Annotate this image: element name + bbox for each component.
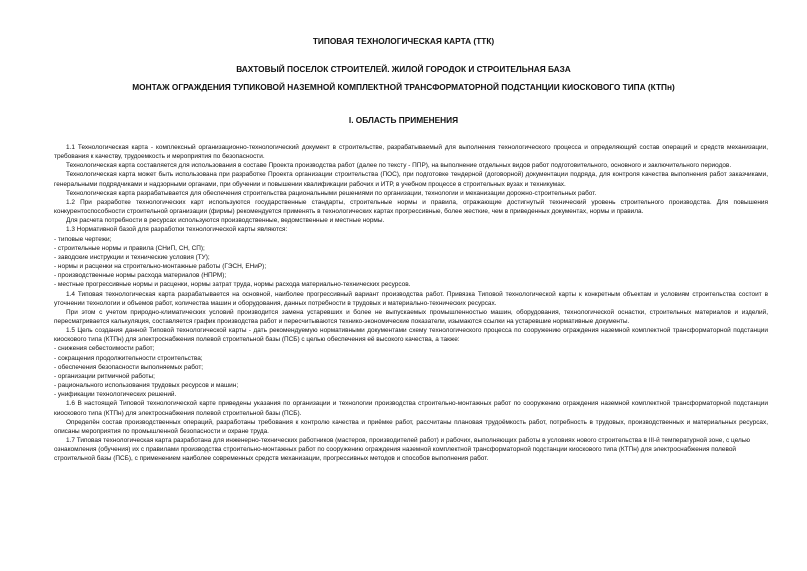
list-item: - рационального использования трудовых ресурсов и машин;	[54, 382, 239, 390]
list-item: - обеспечения безопасности выполняемых работ;	[54, 363, 204, 371]
paragraph: 1.2 При разработке технологических карт используются государственные стандарты, строительные нормы и правила, отражающие достигнутый технический уровень строительного производства. Для повышения конкурентоспособности строительной организации (фирмы) рекомендуется применять в технологических картах прогрессивные, более жесткие, чем в приведенных документах, нормы и правила.	[54, 198, 768, 216]
paragraph: 1.1 Технологическая карта - комплексный организационно-технологический документ в строительстве, разрабатываемый для выполнения технологического процесса и определяющий состав операций и средств механизации, требования к качеству, трудоемкость и мероприятия по безопасности.	[54, 144, 768, 161]
list-item: - унификации технологических решений.	[54, 391, 177, 399]
list-item: - производственные нормы расхода материалов (НПРМ);	[54, 272, 227, 280]
paragraph: При этом с учетом природно-климатических условий производится замена устаревших и более не выпускаемых промышленностью машин, оборудования, технологической оснастки, строительных материалов и изделий, пересматривается калькуляция, составляется график производства работ и пересчитываются технико-экономические показатели, изымаются ссылки на устаревшие нормативные документы.	[54, 308, 768, 325]
paragraph: 1.6 В настоящей Типовой технологической карте приведены указания по организации и технологии производства строительно-монтажных работ по сооружению ограждения наземной комплектной трансформаторной подстанции киоскового типа (КТПн) для электроснабжения полевой строительной базы (ПСБ).	[54, 400, 768, 417]
list-item: - заводские инструкции и технические условия (ТУ);	[54, 253, 210, 261]
list-item: - типовые чертежи;	[54, 235, 112, 243]
document-subheader: ВАХТОВЫЙ ПОСЕЛОК СТРОИТЕЛЕЙ. ЖИЛОЙ ГОРОДОК И СТРОИТЕЛЬНАЯ БАЗА	[236, 64, 571, 74]
list-item: - местные прогрессивные нормы и расценки, нормы затрат труда, нормы расхода материально-технических ресурсов.	[54, 281, 411, 289]
paragraph: 1.5 Цель создания данной Типовой технологической карты - дать рекомендуемую нормативными документами схему технологического процесса по сооружению ограждения наземной комплектной трансформаторной подстанции киоскового типа (КТПн) для электроснабжения полевой строительной базы (ПСБ) с целью обеспечения её высокого качества, а также:	[54, 327, 768, 344]
list-item: - строительные нормы и правила (СНиП, СН, СП);	[54, 244, 205, 252]
list-item: - сокращения продолжительности строительства;	[54, 354, 203, 362]
paragraph: Технологическая карта разрабатывается для обеспечения строительства рациональными решениями по организации, технологии и механизации дорожно-строительных работ.	[66, 189, 597, 197]
paragraph: 1.3 Нормативной базой для разработки технологической карты являются:	[66, 226, 288, 234]
list-item: - организации ритмичной работы;	[54, 372, 155, 380]
section-heading: I. ОБЛАСТЬ ПРИМЕНЕНИЯ	[348, 115, 459, 125]
paragraph: 1.7 Типовая технологическая карта разработана для инженерно-технических работников (мастеров, производителей работ) и рабочих, выполняющих работы в условиях нового строительства в III-й температурной зоне, с целью ознакомления (обучения) их с правилами производства строительно-монтажных работ по сооружению ограждения наземной комплектной трансформаторной подстанции киоскового типа (КТПн) для электроснабжения полевой строительной базы (ПСБ), с применением наиболее современных средств механизации, прогрессивных методов и способов выполнения работ.	[54, 437, 750, 463]
paragraph: Для расчета потребности в ресурсах используются производственные, ведомственные и местные нормы.	[66, 217, 385, 225]
document-header: ТИПОВАЯ ТЕХНОЛОГИЧЕСКАЯ КАРТА (ТТК)	[312, 36, 495, 46]
document-title: МОНТАЖ ОГРАЖДЕНИЯ ТУПИКОВОЙ НАЗЕМНОЙ КОМПЛЕКТНОЙ ТРАНСФОРМАТОРНОЙ ПОДСТАНЦИИ КИОСКОВОГО ТИПА (КТПн)	[132, 82, 675, 92]
paragraph: 1.4 Типовая технологическая карта разрабатывается на основной, наиболее прогрессивный вариант производства работ. Привязка Типовой технологической карты к конкретным объектам и условиям строительства состоит в уточнении технологии и объемов работ, количества машин и оборудования, данных потребности в трудовых и материально-технических ресурсах.	[54, 290, 768, 307]
list-item: - снижения себестоимости работ;	[54, 345, 155, 353]
document-body	[54, 143, 768, 463]
paragraph: Технологическая карта может быть использована при разработке Проекта организации строительства (ПОС), при подготовке тендерной (договорной) документации подряда, для контроля качества выполнения работ заказчиками, генеральными подрядчиками и надзорными органами, при обучении и повышении квалификации рабочих и ИТР, в учебном процессе в строительных вузах и техникумах.	[54, 171, 768, 188]
paragraph: Технологическая карта составляется для использования в составе Проекта производства работ (далее по тексту - ППР), на выполнение отдельных видов работ подготовительного, основного и заключительного периодов.	[66, 162, 732, 170]
list-item: - нормы и расценки на строительно-монтажные работы (ГЭСН, ЕНиР);	[54, 263, 267, 271]
paragraph: Определён состав производственных операций, разработаны требования к контролю качества и приёмке работ, рассчитаны плановая трудоёмкость работ, потребность в трудовых, производственных и материальных ресурсах, описаны мероприятия по промышленной безопасности и охране труда.	[54, 418, 768, 435]
